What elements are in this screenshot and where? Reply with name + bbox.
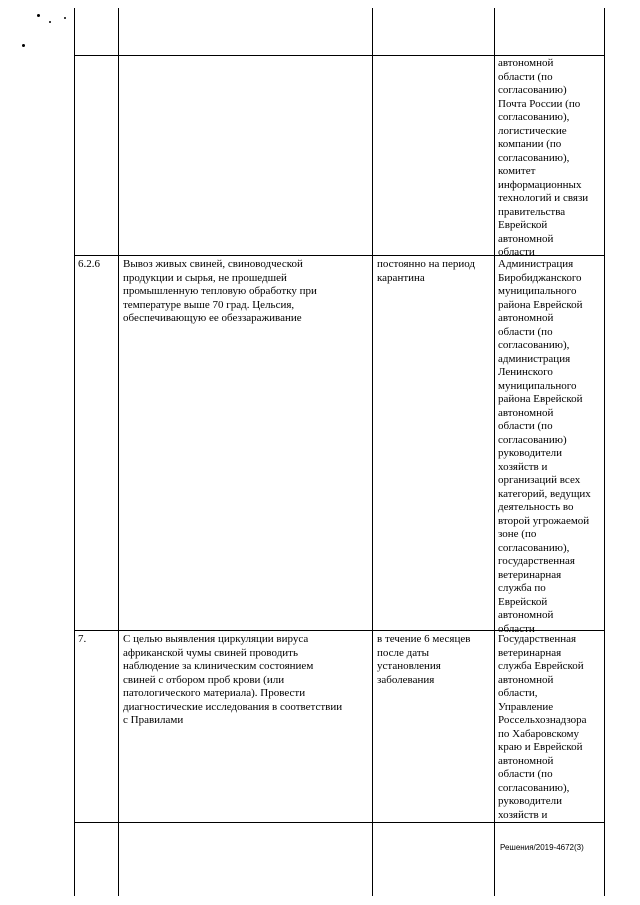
scan-artifact	[37, 14, 40, 17]
row-separator	[74, 55, 605, 56]
row-separator	[74, 822, 605, 823]
column-divider-term	[494, 8, 495, 896]
cell-responsible-continuation: автономной области (по согласованию) Почта России (по согласованию), логистические компании (по согласованию), комитет информационных технологий и связи правительства Еврейской автономной области	[498, 57, 589, 258]
scan-artifact	[64, 17, 66, 19]
column-divider-action	[372, 8, 373, 896]
table-border-left	[74, 8, 75, 896]
cell-number-6-2-6: 6.2.6	[78, 258, 100, 270]
cell-action-6-2-6: Вывоз живых свиней, свиноводческой продукции и сырья, не прошедшей промышленную тепловую обработку при температуре выше 70 град. Цельсия, обеспечивающую ее обеззараживание	[123, 258, 317, 324]
cell-number-7: 7.	[78, 633, 87, 645]
cell-action-7: С целью выявления циркуляции вируса африканской чумы свиней проводить наблюдение за клиническим состоянием свиней с отбором проб крови (или патологического материала). Провести диагностические исследования в соответствии с Правилами	[123, 633, 343, 726]
table-border-right	[604, 8, 605, 896]
scan-artifact	[49, 21, 51, 23]
cell-term-7: в течение 6 месяцев после даты установления заболевания	[377, 633, 471, 686]
cell-responsible-7: Государственная ветеринарная служба Еврейской автономной области, Управление Россельхознадзора по Хабаровскому краю и Еврейской автономной области (по согласованию), руководители хозяйств и	[498, 633, 587, 821]
cell-responsible-6-2-6: Администрация Биробиджанского муниципального района Еврейской автономной области (по согласованию), администрация Ленинского муниципального района Еврейской автономной области (по согласованию) руководители хозяйств и организаций всех категорий, ведущих деятельность во второй угрожаемой зоне (по согласованию), государственная ветеринарная служба по Еврейской автономной области	[498, 258, 591, 635]
column-divider-number	[118, 8, 119, 896]
document-id-footer: Решения/2019-4672(3)	[500, 843, 584, 852]
cell-term-6-2-6: постоянно на период карантина	[377, 258, 476, 284]
scan-artifact	[22, 44, 25, 47]
